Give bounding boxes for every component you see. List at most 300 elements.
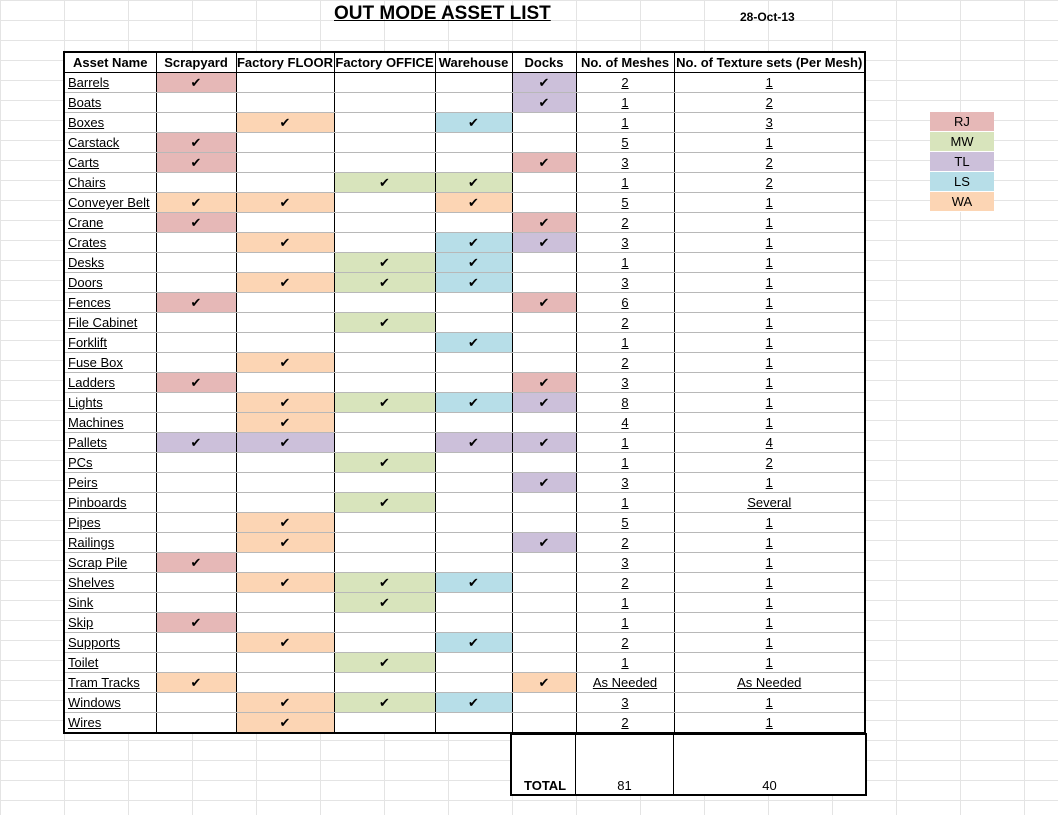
location-check-cell[interactable] xyxy=(236,433,334,453)
location-check-cell[interactable] xyxy=(236,613,334,633)
location-check-cell[interactable] xyxy=(156,153,236,173)
location-check-cell[interactable] xyxy=(334,233,435,253)
asset-name-cell[interactable] xyxy=(64,153,156,173)
textures-cell[interactable] xyxy=(674,493,865,513)
location-check-cell[interactable] xyxy=(512,213,576,233)
location-check-cell[interactable] xyxy=(512,273,576,293)
location-check-cell[interactable] xyxy=(334,473,435,493)
location-check-cell[interactable] xyxy=(236,233,334,253)
location-check-cell[interactable] xyxy=(334,193,435,213)
asset-name-cell[interactable] xyxy=(64,633,156,653)
asset-name-cell[interactable] xyxy=(64,193,156,213)
checkmark-icon: ✔ xyxy=(379,494,390,510)
textures-cell[interactable] xyxy=(674,133,865,153)
location-check-cell[interactable] xyxy=(156,593,236,613)
textures-cell[interactable] xyxy=(674,73,865,93)
location-check-cell[interactable] xyxy=(334,493,435,513)
location-check-cell[interactable] xyxy=(236,713,334,734)
meshes-cell[interactable] xyxy=(576,513,674,533)
header-asset-name[interactable]: Asset Name xyxy=(64,52,156,73)
meshes-cell[interactable] xyxy=(576,533,674,553)
location-check-cell[interactable] xyxy=(334,393,435,413)
location-check-cell[interactable] xyxy=(435,93,512,113)
location-check-cell[interactable] xyxy=(156,493,236,513)
meshes-cell[interactable] xyxy=(576,413,674,433)
textures-cell[interactable] xyxy=(674,233,865,253)
total-meshes[interactable]: 81 xyxy=(617,778,632,793)
location-check-cell[interactable] xyxy=(236,573,334,593)
location-check-cell[interactable] xyxy=(236,393,334,413)
location-check-cell[interactable] xyxy=(236,273,334,293)
location-check-cell[interactable] xyxy=(512,453,576,473)
location-check-cell[interactable] xyxy=(156,453,236,473)
meshes-cell[interactable] xyxy=(576,113,674,133)
location-check-cell[interactable] xyxy=(435,433,512,453)
checkmark-icon: ✔ xyxy=(190,134,202,150)
location-check-cell[interactable] xyxy=(334,113,435,133)
location-check-cell[interactable] xyxy=(512,433,576,453)
asset-name-cell[interactable] xyxy=(64,353,156,373)
asset-name-cell[interactable] xyxy=(64,473,156,493)
textures-cell[interactable] xyxy=(674,613,865,633)
location-check-cell[interactable] xyxy=(512,633,576,653)
location-check-cell[interactable] xyxy=(334,253,435,273)
meshes-cell[interactable] xyxy=(576,293,674,313)
asset-name-cell[interactable] xyxy=(64,133,156,153)
location-check-cell[interactable] xyxy=(156,293,236,313)
location-check-cell[interactable] xyxy=(435,233,512,253)
location-check-cell[interactable] xyxy=(435,413,512,433)
location-check-cell[interactable] xyxy=(512,493,576,513)
asset-name-cell[interactable] xyxy=(64,173,156,193)
checkmark-icon: ✔ xyxy=(279,434,291,450)
location-check-cell[interactable] xyxy=(512,193,576,213)
asset-name-cell[interactable] xyxy=(64,113,156,133)
location-check-cell[interactable] xyxy=(334,573,435,593)
meshes-cell[interactable] xyxy=(576,673,674,693)
location-check-cell[interactable] xyxy=(435,333,512,353)
meshes-cell[interactable] xyxy=(576,553,674,573)
location-check-cell[interactable] xyxy=(435,493,512,513)
location-check-cell[interactable] xyxy=(334,73,435,93)
location-check-cell[interactable] xyxy=(236,673,334,693)
asset-name-cell[interactable] xyxy=(64,533,156,553)
table-row xyxy=(64,333,865,353)
location-check-cell[interactable] xyxy=(435,313,512,333)
asset-table xyxy=(63,51,866,734)
location-check-cell[interactable] xyxy=(236,693,334,713)
location-check-cell[interactable] xyxy=(156,233,236,253)
textures-cell[interactable] xyxy=(674,453,865,473)
meshes-cell[interactable] xyxy=(576,153,674,173)
meshes-cell[interactable] xyxy=(576,73,674,93)
location-check-cell[interactable] xyxy=(435,273,512,293)
location-check-cell[interactable] xyxy=(156,73,236,93)
location-check-cell[interactable] xyxy=(156,573,236,593)
textures-cell[interactable] xyxy=(674,573,865,593)
location-check-cell[interactable] xyxy=(156,333,236,353)
location-check-cell[interactable] xyxy=(156,553,236,573)
location-check-cell[interactable] xyxy=(512,173,576,193)
table-row xyxy=(64,633,865,653)
asset-name-cell[interactable] xyxy=(64,613,156,633)
location-check-cell[interactable] xyxy=(435,553,512,573)
location-check-cell[interactable] xyxy=(512,133,576,153)
location-check-cell[interactable] xyxy=(156,533,236,553)
meshes-cell[interactable] xyxy=(576,693,674,713)
textures-cell[interactable] xyxy=(674,113,865,133)
location-check-cell[interactable] xyxy=(512,513,576,533)
location-check-cell[interactable] xyxy=(512,573,576,593)
textures-cell[interactable] xyxy=(674,93,865,113)
location-check-cell[interactable] xyxy=(236,253,334,273)
location-check-cell[interactable] xyxy=(236,593,334,613)
checkmark-icon: ✔ xyxy=(379,574,390,590)
location-check-cell[interactable] xyxy=(236,93,334,113)
meshes-cell[interactable] xyxy=(576,573,674,593)
textures-cell[interactable] xyxy=(674,433,865,453)
location-check-cell[interactable] xyxy=(334,593,435,613)
asset-name-cell[interactable] xyxy=(64,373,156,393)
location-check-cell[interactable] xyxy=(334,133,435,153)
location-check-cell[interactable] xyxy=(512,153,576,173)
meshes-cell[interactable] xyxy=(576,593,674,613)
checkmark-icon: ✔ xyxy=(379,454,390,470)
meshes-cell[interactable] xyxy=(576,653,674,673)
asset-name-cell[interactable] xyxy=(64,673,156,693)
total-label[interactable]: TOTAL xyxy=(524,778,567,793)
textures-cell[interactable] xyxy=(674,293,865,313)
legend-item[interactable]: TL xyxy=(930,152,994,172)
asset-name: Ladders xyxy=(68,375,115,390)
location-check-cell[interactable] xyxy=(334,513,435,533)
location-check-cell[interactable] xyxy=(156,133,236,153)
asset-name-cell[interactable] xyxy=(64,413,156,433)
location-check-cell[interactable] xyxy=(435,613,512,633)
meshes-cell[interactable] xyxy=(576,633,674,653)
meshes-cell[interactable] xyxy=(576,313,674,333)
location-check-cell[interactable] xyxy=(334,293,435,313)
location-check-cell[interactable] xyxy=(334,533,435,553)
location-check-cell[interactable] xyxy=(236,133,334,153)
textures-value: 4 xyxy=(765,435,773,450)
location-check-cell[interactable] xyxy=(334,553,435,573)
meshes-cell[interactable] xyxy=(576,173,674,193)
location-check-cell[interactable] xyxy=(156,473,236,493)
asset-name-cell[interactable] xyxy=(64,293,156,313)
location-check-cell[interactable] xyxy=(236,113,334,133)
textures-value: 1 xyxy=(765,395,773,410)
location-check-cell[interactable] xyxy=(334,413,435,433)
textures-cell[interactable] xyxy=(674,413,865,433)
asset-name-cell[interactable] xyxy=(64,593,156,613)
location-check-cell[interactable] xyxy=(156,273,236,293)
header-factory-office[interactable]: Factory OFFICE xyxy=(334,52,435,73)
meshes-cell[interactable] xyxy=(576,393,674,413)
meshes-cell[interactable] xyxy=(576,333,674,353)
textures-cell[interactable] xyxy=(674,273,865,293)
header-warehouse[interactable]: Warehouse xyxy=(435,52,512,73)
location-check-cell[interactable] xyxy=(236,173,334,193)
location-check-cell[interactable] xyxy=(435,593,512,613)
location-check-cell[interactable] xyxy=(334,453,435,473)
textures-cell[interactable] xyxy=(674,333,865,353)
location-check-cell[interactable] xyxy=(435,133,512,153)
location-check-cell[interactable] xyxy=(334,633,435,653)
textures-cell[interactable] xyxy=(674,653,865,673)
location-check-cell[interactable] xyxy=(236,513,334,533)
location-check-cell[interactable] xyxy=(435,693,512,713)
meshes-value: 3 xyxy=(621,235,629,250)
location-check-cell[interactable] xyxy=(236,193,334,213)
location-check-cell[interactable] xyxy=(334,153,435,173)
location-check-cell[interactable] xyxy=(512,253,576,273)
location-check-cell[interactable] xyxy=(512,673,576,693)
location-check-cell[interactable] xyxy=(236,533,334,553)
location-check-cell[interactable] xyxy=(512,333,576,353)
asset-name-cell[interactable] xyxy=(64,273,156,293)
meshes-cell[interactable] xyxy=(576,493,674,513)
textures-cell[interactable] xyxy=(674,633,865,653)
meshes-cell[interactable] xyxy=(576,193,674,213)
checkmark-icon: ✔ xyxy=(279,114,291,130)
location-check-cell[interactable] xyxy=(334,313,435,333)
textures-cell[interactable] xyxy=(674,513,865,533)
asset-name-cell[interactable] xyxy=(64,73,156,93)
textures-cell[interactable] xyxy=(674,473,865,493)
asset-name-cell[interactable] xyxy=(64,93,156,113)
location-check-cell[interactable] xyxy=(156,93,236,113)
location-check-cell[interactable] xyxy=(236,293,334,313)
location-check-cell[interactable] xyxy=(236,373,334,393)
asset-name-cell[interactable] xyxy=(64,393,156,413)
location-check-cell[interactable] xyxy=(156,393,236,413)
location-check-cell[interactable] xyxy=(435,633,512,653)
location-check-cell[interactable] xyxy=(512,313,576,333)
asset-name-cell[interactable] xyxy=(64,453,156,473)
location-check-cell[interactable] xyxy=(156,513,236,533)
header-texture-sets[interactable]: No. of Texture sets (Per Mesh) xyxy=(674,52,865,73)
legend-item[interactable]: RJ xyxy=(930,112,994,132)
location-check-cell[interactable] xyxy=(334,693,435,713)
location-check-cell[interactable] xyxy=(435,393,512,413)
location-check-cell[interactable] xyxy=(334,333,435,353)
textures-cell[interactable] xyxy=(674,593,865,613)
asset-name-cell[interactable] xyxy=(64,513,156,533)
asset-name-cell[interactable] xyxy=(64,553,156,573)
asset-name-cell[interactable] xyxy=(64,713,156,734)
asset-name-cell[interactable] xyxy=(64,333,156,353)
location-check-cell[interactable] xyxy=(435,153,512,173)
meshes-cell[interactable] xyxy=(576,373,674,393)
asset-name-cell[interactable] xyxy=(64,493,156,513)
location-check-cell[interactable] xyxy=(435,353,512,373)
location-check-cell[interactable] xyxy=(512,353,576,373)
location-check-cell[interactable] xyxy=(156,353,236,373)
header-docks[interactable]: Docks xyxy=(512,52,576,73)
location-check-cell[interactable] xyxy=(435,173,512,193)
location-check-cell[interactable] xyxy=(334,213,435,233)
header-factory-floor[interactable]: Factory FLOOR xyxy=(236,52,334,73)
location-check-cell[interactable] xyxy=(512,73,576,93)
meshes-cell[interactable] xyxy=(576,93,674,113)
location-check-cell[interactable] xyxy=(156,413,236,433)
textures-value: 2 xyxy=(765,155,773,170)
asset-name: Lights xyxy=(68,395,103,410)
location-check-cell[interactable] xyxy=(334,713,435,734)
location-check-cell[interactable] xyxy=(156,633,236,653)
location-check-cell[interactable] xyxy=(512,693,576,713)
location-check-cell[interactable] xyxy=(512,473,576,493)
location-check-cell[interactable] xyxy=(512,293,576,313)
location-check-cell[interactable] xyxy=(435,113,512,133)
location-check-cell[interactable] xyxy=(334,373,435,393)
location-check-cell[interactable] xyxy=(156,213,236,233)
location-check-cell[interactable] xyxy=(512,93,576,113)
asset-name-cell[interactable] xyxy=(64,313,156,333)
location-check-cell[interactable] xyxy=(435,533,512,553)
asset-name: Doors xyxy=(68,275,103,290)
location-check-cell[interactable] xyxy=(156,433,236,453)
location-check-cell[interactable] xyxy=(435,253,512,273)
meshes-cell[interactable] xyxy=(576,233,674,253)
location-check-cell[interactable] xyxy=(334,653,435,673)
location-check-cell[interactable] xyxy=(236,473,334,493)
textures-cell[interactable] xyxy=(674,193,865,213)
location-check-cell[interactable] xyxy=(156,173,236,193)
location-check-cell[interactable] xyxy=(512,533,576,553)
meshes-cell[interactable] xyxy=(576,353,674,373)
location-check-cell[interactable] xyxy=(512,713,576,734)
asset-name: PCs xyxy=(68,455,93,470)
location-check-cell[interactable] xyxy=(435,293,512,313)
textures-cell[interactable] xyxy=(674,713,865,734)
legend-item[interactable]: MW xyxy=(930,132,994,152)
textures-cell[interactable] xyxy=(674,213,865,233)
location-check-cell[interactable] xyxy=(236,313,334,333)
location-check-cell[interactable] xyxy=(435,713,512,734)
total-textures[interactable]: 40 xyxy=(762,778,777,793)
location-check-cell[interactable] xyxy=(156,713,236,734)
asset-name-cell[interactable] xyxy=(64,573,156,593)
location-check-cell[interactable] xyxy=(435,513,512,533)
location-check-cell[interactable] xyxy=(512,413,576,433)
location-check-cell[interactable] xyxy=(156,313,236,333)
meshes-cell[interactable] xyxy=(576,473,674,493)
location-check-cell[interactable] xyxy=(156,253,236,273)
location-check-cell[interactable] xyxy=(236,493,334,513)
location-check-cell[interactable] xyxy=(334,273,435,293)
textures-cell[interactable] xyxy=(674,153,865,173)
location-check-cell[interactable] xyxy=(236,153,334,173)
textures-cell[interactable] xyxy=(674,393,865,413)
checkmark-icon: ✔ xyxy=(468,114,479,130)
checkmark-icon: ✔ xyxy=(468,274,479,290)
asset-name-cell[interactable] xyxy=(64,693,156,713)
header-meshes[interactable]: No. of Meshes xyxy=(576,52,674,73)
textures-cell[interactable] xyxy=(674,673,865,693)
location-check-cell[interactable] xyxy=(512,113,576,133)
location-check-cell[interactable] xyxy=(435,653,512,673)
textures-cell[interactable] xyxy=(674,373,865,393)
meshes-cell[interactable] xyxy=(576,433,674,453)
asset-name-cell[interactable] xyxy=(64,653,156,673)
meshes-cell[interactable] xyxy=(576,133,674,153)
meshes-cell[interactable] xyxy=(576,613,674,633)
location-check-cell[interactable] xyxy=(435,213,512,233)
meshes-cell[interactable] xyxy=(576,273,674,293)
location-check-cell[interactable] xyxy=(435,673,512,693)
location-check-cell[interactable] xyxy=(236,353,334,373)
meshes-cell[interactable] xyxy=(576,453,674,473)
location-check-cell[interactable] xyxy=(512,393,576,413)
location-check-cell[interactable] xyxy=(236,333,334,353)
location-check-cell[interactable] xyxy=(512,233,576,253)
header-scrapyard[interactable]: Scrapyard xyxy=(156,52,236,73)
location-check-cell[interactable] xyxy=(156,193,236,213)
location-check-cell[interactable] xyxy=(512,593,576,613)
textures-value: 1 xyxy=(765,475,773,490)
asset-name-cell[interactable] xyxy=(64,253,156,273)
location-check-cell[interactable] xyxy=(156,613,236,633)
textures-cell[interactable] xyxy=(674,693,865,713)
asset-name-cell[interactable] xyxy=(64,433,156,453)
location-check-cell[interactable] xyxy=(435,473,512,493)
asset-name-cell[interactable] xyxy=(64,213,156,233)
legend-item[interactable]: LS xyxy=(930,172,994,192)
location-check-cell[interactable] xyxy=(512,373,576,393)
legend-item[interactable]: WA xyxy=(930,192,994,212)
meshes-cell[interactable] xyxy=(576,713,674,734)
location-check-cell[interactable] xyxy=(512,553,576,573)
textures-cell[interactable] xyxy=(674,553,865,573)
location-check-cell[interactable] xyxy=(236,653,334,673)
location-check-cell[interactable] xyxy=(156,673,236,693)
location-check-cell[interactable] xyxy=(334,673,435,693)
asset-name-cell[interactable] xyxy=(64,233,156,253)
location-check-cell[interactable] xyxy=(334,433,435,453)
textures-cell[interactable] xyxy=(674,533,865,553)
location-check-cell[interactable] xyxy=(236,73,334,93)
location-check-cell[interactable] xyxy=(334,173,435,193)
location-check-cell[interactable] xyxy=(512,653,576,673)
location-check-cell[interactable] xyxy=(435,373,512,393)
location-check-cell[interactable] xyxy=(435,573,512,593)
location-check-cell[interactable] xyxy=(334,93,435,113)
location-check-cell[interactable] xyxy=(435,453,512,473)
textures-cell[interactable] xyxy=(674,353,865,373)
location-check-cell[interactable] xyxy=(236,633,334,653)
location-check-cell[interactable] xyxy=(435,193,512,213)
textures-cell[interactable] xyxy=(674,313,865,333)
location-check-cell[interactable] xyxy=(334,353,435,373)
location-check-cell[interactable] xyxy=(156,693,236,713)
location-check-cell[interactable] xyxy=(156,373,236,393)
location-check-cell[interactable] xyxy=(156,113,236,133)
location-check-cell[interactable] xyxy=(236,213,334,233)
location-check-cell[interactable] xyxy=(334,613,435,633)
location-check-cell[interactable] xyxy=(435,73,512,93)
meshes-cell[interactable] xyxy=(576,213,674,233)
location-check-cell[interactable] xyxy=(236,453,334,473)
location-check-cell[interactable] xyxy=(236,413,334,433)
textures-cell[interactable] xyxy=(674,173,865,193)
meshes-cell[interactable] xyxy=(576,253,674,273)
location-check-cell[interactable] xyxy=(236,553,334,573)
location-check-cell[interactable] xyxy=(512,613,576,633)
textures-cell[interactable] xyxy=(674,253,865,273)
location-check-cell[interactable] xyxy=(156,653,236,673)
